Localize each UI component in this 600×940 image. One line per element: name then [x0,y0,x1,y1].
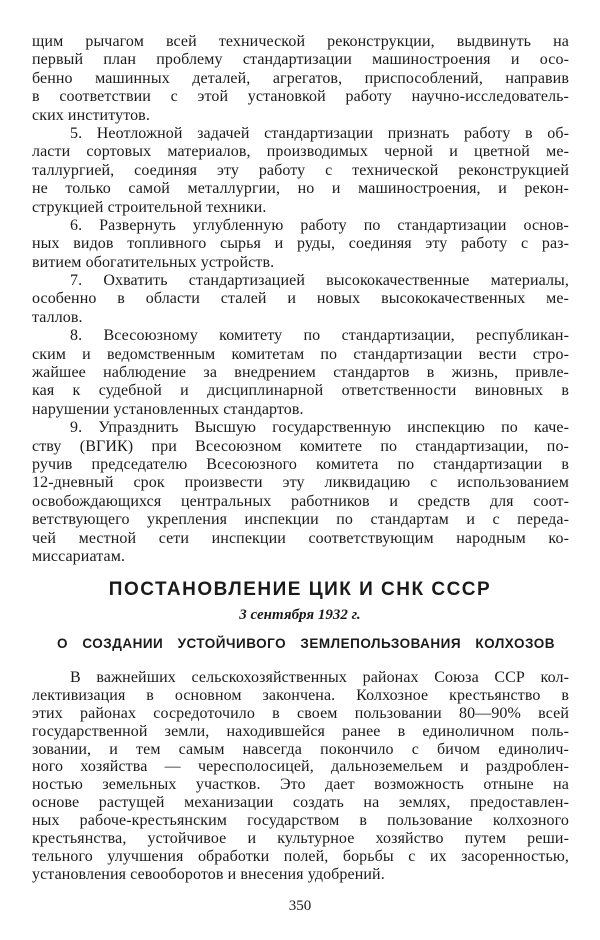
text-line: основе растущей механизации создать на землях, предоставлен- [32,794,569,812]
text-line: таллургией, соединяя эту работу с технической реконструкцией [32,161,569,179]
text-line: В важнейших сельскохозяйственных районах Союза ССР кол- [70,669,569,686]
text-line: ласти сортовых материалов, производимых черной и цветной ме- [32,143,569,161]
document-date: 3 сентября 1932 г. [239,607,361,623]
text-line: первый план проблему стандартизации машиностроения и осо- [32,51,569,69]
text-line: струкцией строительной техники. [32,198,267,216]
paragraph [32,669,569,884]
paragraph [32,217,569,272]
text-line: ных видов топливного сырья и руды, соединяя эту работу с раз- [32,235,569,253]
paragraph [32,419,569,566]
text-line: ного хозяйства — чересполосицей, дальноземельем и раздроблен- [32,758,569,776]
text-line: 7. Охватить стандартизацией высококачественные материалы, [70,272,569,290]
text-line: не только самой металлургии, но и машиностроения, и рекон- [32,180,569,198]
text-line: жайшее наблюдение за внедрением стандартов в жизнь, привле- [32,364,569,382]
text-line: крестьянства, устойчивое и культурное хозяйство путем реши- [32,830,569,848]
text-line: 5. Неотложной задачей стандартизации признать работу в об- [70,124,569,142]
continued-resolution-text [32,33,569,566]
text-line: ским и ведомственным комитетам по стандартизации вести стро- [32,345,569,363]
resolution-body-text [32,669,569,884]
text-line: 8. Всесоюзному комитету по стандартизации, республикан- [70,327,569,345]
paragraph [32,327,569,419]
document-heading: ПОСТАНОВЛЕНИЕ ЦИК И СНК СССР [108,579,492,600]
text-line: 12-дневный срок произвести эту ликвидацию с использованием [32,474,569,492]
paragraph [32,125,569,217]
text-line: государственной земли, находившейся ранее в единоличном поль- [32,722,569,740]
text-line: ручив председателю Всесоюзного комитета по стандартизации в [32,455,569,473]
text-line: установления севооборотов и внесения удобрений. [32,865,385,883]
document-subheading: О СОЗДАНИИ УСТОЙЧИВОГО ЗЕМЛЕПОЛЬЗОВАНИЯ КОЛХОЗОВ [57,636,555,651]
text-line: особенно в области сталей и новых высококачественных ме- [32,290,569,308]
text-line: нарушении установленных стандартов. [32,400,304,418]
text-line: освобождающихся центральных работников и средств для соот- [32,492,569,510]
text-line: ских институтов. [32,106,150,124]
paragraph [32,33,569,125]
text-line: тельного улучшения обработки полей, борьбы с их засоренностью, [32,847,569,865]
text-line: ностью земельных участков. Это дает возможность отныне на [32,776,569,794]
text-line: миссариатам. [32,547,126,565]
text-line: ных рабоче-крестьянским государством в пользование колхозного [32,812,569,830]
paragraph [32,272,569,327]
text-line: этих районах сосредоточило в своем пользовании 80—90% всей [32,704,569,722]
text-line: в соответствии с этой установкой работу научно-исследователь- [32,88,569,106]
text-line: щим рычагом всей технической реконструкции, выдвинуть на [32,33,569,50]
text-line: зовании, и тем самым навсегда покончило с бичом единолич- [32,740,569,758]
text-line: лективизация в основном закончена. Колхозное крестьянство в [32,686,569,704]
text-line: 9. Упразднить Высшую государственную инспекцию по каче- [70,419,569,437]
text-line: бенно машинных деталей, агрегатов, приспособлений, направив [32,69,569,87]
text-line: 6. Развернуть углубленную работу по стандартизации основ- [70,216,569,234]
text-line: витием обогатительных устройств. [32,253,275,271]
text-line: кая к судебной и дисциплинарной ответственности виновных в [32,382,569,400]
page-number: 350 [288,898,312,914]
text-line: ству (ВГИК) при Всесоюзном комитете по стандартизации, по- [32,437,569,455]
text-line: чей местной сети инспекции соответствующим народным ко- [32,529,569,547]
text-line: ветствующего укрепления инспекции по стандартам и с переда- [32,511,569,529]
text-line: таллов. [32,308,83,326]
